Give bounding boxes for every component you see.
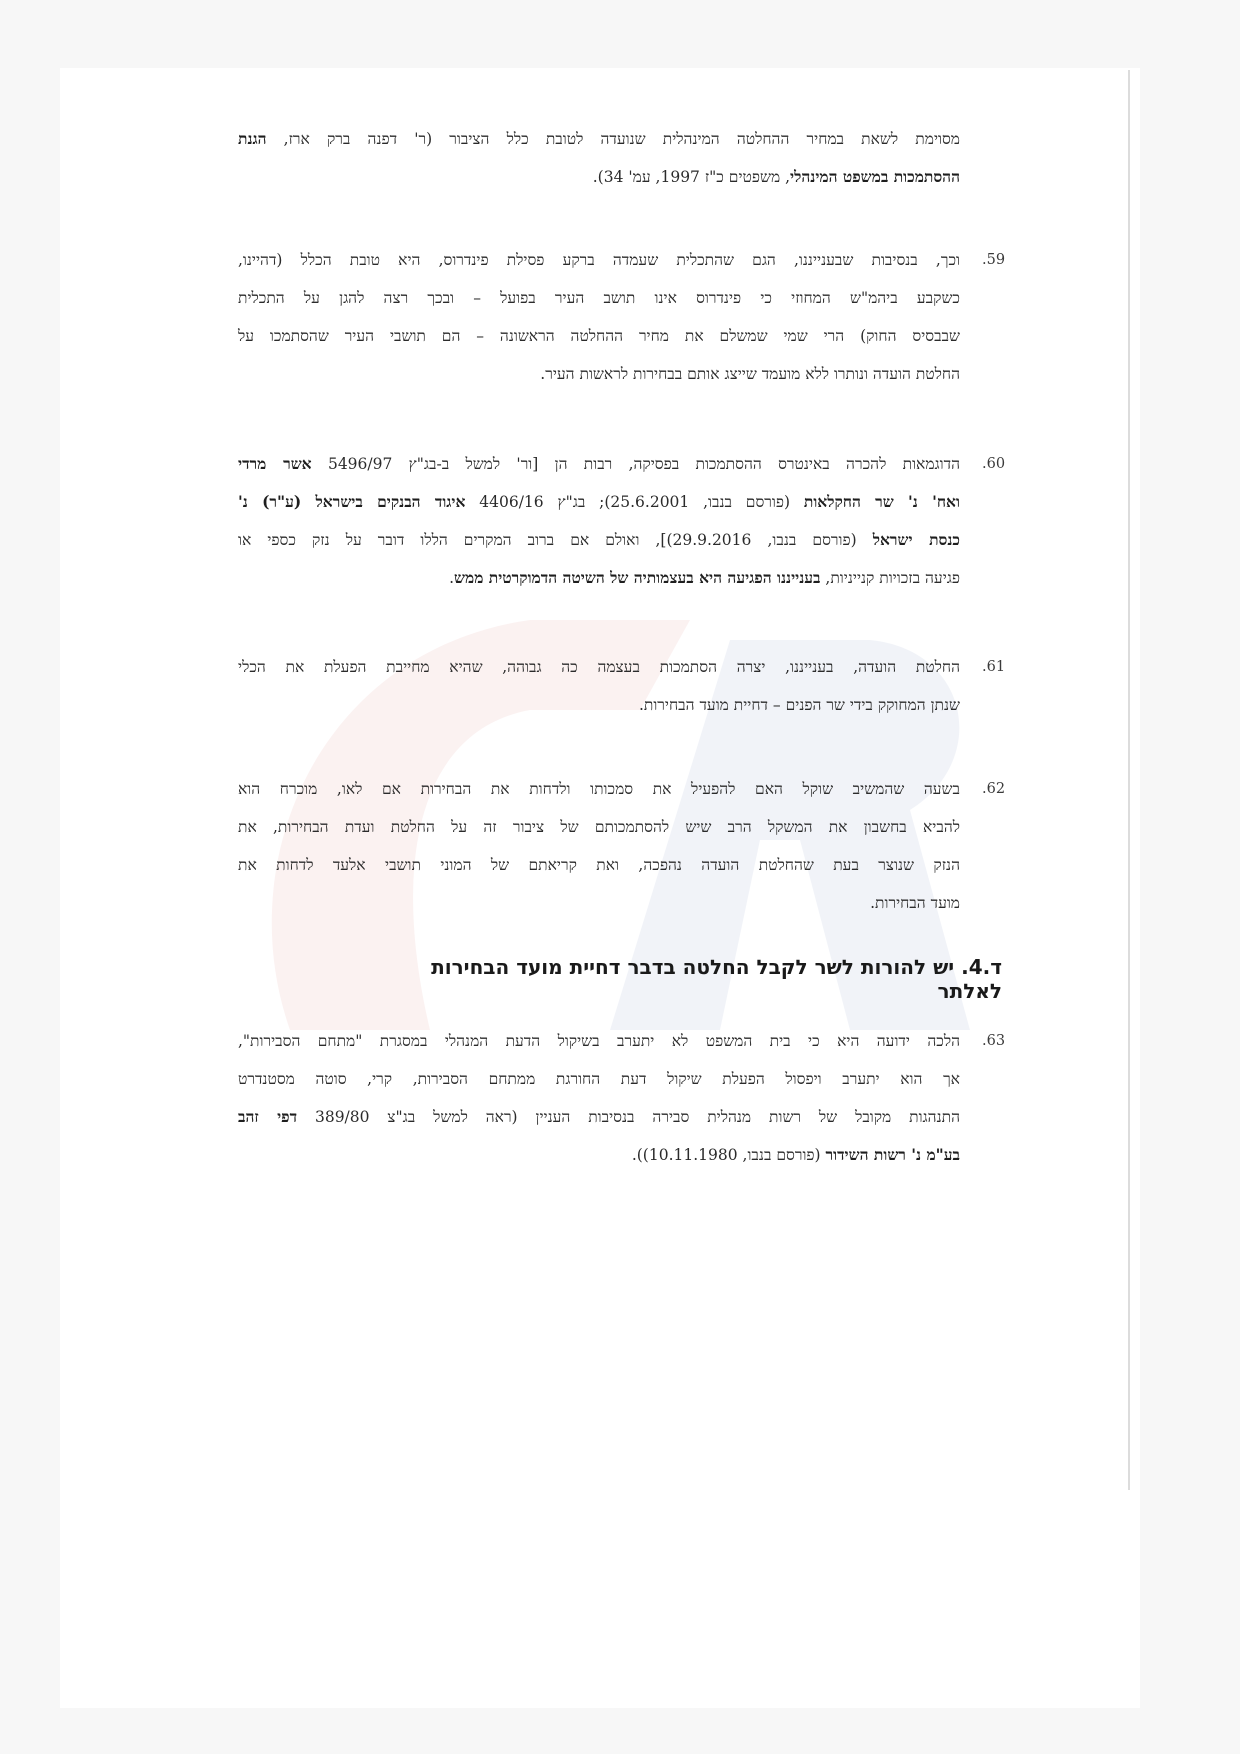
section-heading: ד.4. יש להורות לשר לקבל החלטה בדבר דחיית מועד הבחירות לאלתר	[431, 955, 1002, 1003]
paragraph-number-63: .63	[982, 1033, 1006, 1049]
paragraph-61: החלטת הועדה, בענייננו, יצרה הסתמכות בעצמה כה גבוהה, שהיא מחייבת הפעלת את הכלי שנתן המחוקק בידי שר הפנים – דחיית מועד הבחירות.	[238, 658, 960, 714]
paragraph-63: הלכה ידועה היא כי בית המשפט לא יתערב בשיקול הדעת המנהלי במסגרת "מתחם הסבירות", אך הוא יתערב ויפסול הפעלת שיקול דעת החורגת ממתחם הסבירות, קרי, סוטה מסטנדרט התנהגות מקובל של רשות מנהלית סבירה בנסיבות העניין (ראה למשל בג"צ 389/80 דפי זהב בע"מ נ' רשות השידור (פורסם בנבו, 10.11.1980)).	[238, 1032, 961, 1164]
intro-paragraph: מסוימת לשאת במחיר ההחלטה המינהלית שנועדה לטובת כלל הציבור (ר' דפנה ברק ארז, הגנת ההסתמכות במשפט המינהלי, משפטים כ"ז 1997, עמ' 34).	[238, 129, 960, 186]
paragraph-59: וכך, בנסיבות שבענייננו, הגם שהתכלית שעמדה ברקע פסילת פינדרוס, היא טובת הכלל (דהיינו, כשקבע ביהמ"ש המחוזי כי פינדרוס אינו תושב העיר בפועל – ובכך רצה להגן על התכלית שבבסיס החוק) הרי שמי שמשלם את מחיר ההחלטה הראשונה – הם תושבי העיר שהסתמכו על החלטת הועדה ונותרו ללא מועמד שייצג אותם בבחירות לראשות העיר.	[238, 251, 960, 383]
paragraph-62: בשעה שהמשיב שוקל האם להפעיל את סמכותו ולדחות את הבחירות אם לאו, מוכרח הוא להביא בחשבון את המשקל הרב שיש להסתמכותם של ציבור זה על החלטת ועדת הבחירות, את הנזק שנוצר בעת שהחלטת הועדה נהפכה, ואת קריאתם של המוני תושבי אלעד לדחות את מועד הבחירות.	[238, 780, 960, 912]
paragraph-number-62: .62	[982, 781, 1006, 797]
paragraph-60: הדוגמאות להכרה באינטרס ההסתמכות בפסיקה, רבות הן [ור' למשל ב-בג"ץ 5496/97 אשר מרדי ואח' נ' שר החקלאות (פורסם בנבו, 25.6.2001); בג"ץ 4406/16 איגוד הבנקים בישראל (ע"ר) נ' כנסת ישראל (פורסם בנבו, 29.9.2016)], ואולם אם ברוב המקרים הללו דובר על נזק כספי או פגיעה בזכויות קנייניות, בענייננו הפגיעה היא בעצמותיה של השיטה הדמוקרטית ממש.	[238, 454, 960, 587]
paragraph-number-61: .61	[982, 659, 1006, 675]
paragraph-number-60: .60	[982, 456, 1006, 472]
paragraph-number-59: .59	[982, 252, 1006, 268]
page-edge-line	[1128, 70, 1130, 1490]
